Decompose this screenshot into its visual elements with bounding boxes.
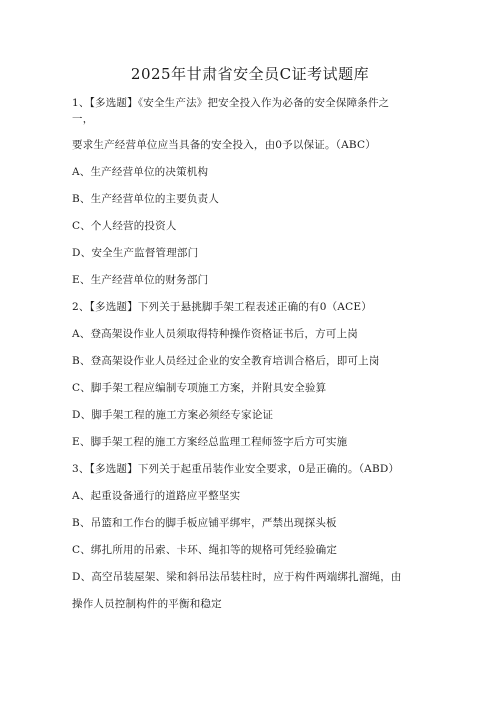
question-1-option-b: B、生产经营单位的主要负责人 — [72, 193, 220, 205]
question-1-stem: 1、【多选题】《安全生产法》把安全投入作为必备的安全保障条件之 — [72, 97, 390, 109]
question-1-stem-cont: 一， — [72, 113, 94, 125]
question-2-option-d: D、脚手架工程的施工方案必须经专家论证 — [72, 409, 274, 421]
question-1-option-d: D、安全生产监督管理部门 — [72, 247, 199, 259]
question-3-option-a: A、起重设备通行的道路应平整坚实 — [72, 490, 241, 502]
document-title: 2025年甘肃省安全员C证考试题库 — [130, 65, 370, 83]
question-2-stem: 2、【多选题】下列关于悬挑脚手架工程表述正确的有0（ACE） — [72, 301, 372, 313]
question-3-option-c: C、绑扎所用的吊索、卡环、绳扣等的规格可凭经验确定 — [72, 544, 338, 556]
question-3-option-d-cont: 操作人员控制构件的平衡和稳定 — [72, 598, 222, 610]
question-2-option-b: B、登高架设作业人员经过企业的安全教育培训合格后，即可上岗 — [72, 355, 380, 367]
question-3-stem: 3、【多选题】下列关于起重吊装作业安全要求，0是正确的。（ABD） — [72, 463, 400, 475]
question-1-option-c: C、个人经营的投资人 — [72, 220, 177, 232]
question-2-option-a: A、登高架设作业人员须取得特种操作资格证书后，方可上岗 — [72, 328, 358, 340]
question-2-option-c: C、脚手架工程应编制专项施工方案，并附具安全验算 — [72, 382, 327, 394]
question-1-option-a: A、生产经营单位的决策机构 — [72, 166, 209, 178]
question-3-option-d: D、高空吊装屋架、梁和斜吊法吊装柱时，应于构件两端绑扎溜绳，由 — [72, 571, 402, 583]
question-1-stem-cont: 要求生产经营单位应当具备的安全投入，由0予以保证。（ABC） — [72, 139, 376, 151]
question-3-option-b: B、吊篮和工作台的脚手板应铺平绑牢，严禁出现探头板 — [72, 517, 337, 529]
question-1-option-e: E、生产经营单位的财务部门 — [72, 274, 209, 286]
question-2-option-e: E、脚手架工程的施工方案经总监理工程师签字后方可实施 — [72, 436, 348, 448]
